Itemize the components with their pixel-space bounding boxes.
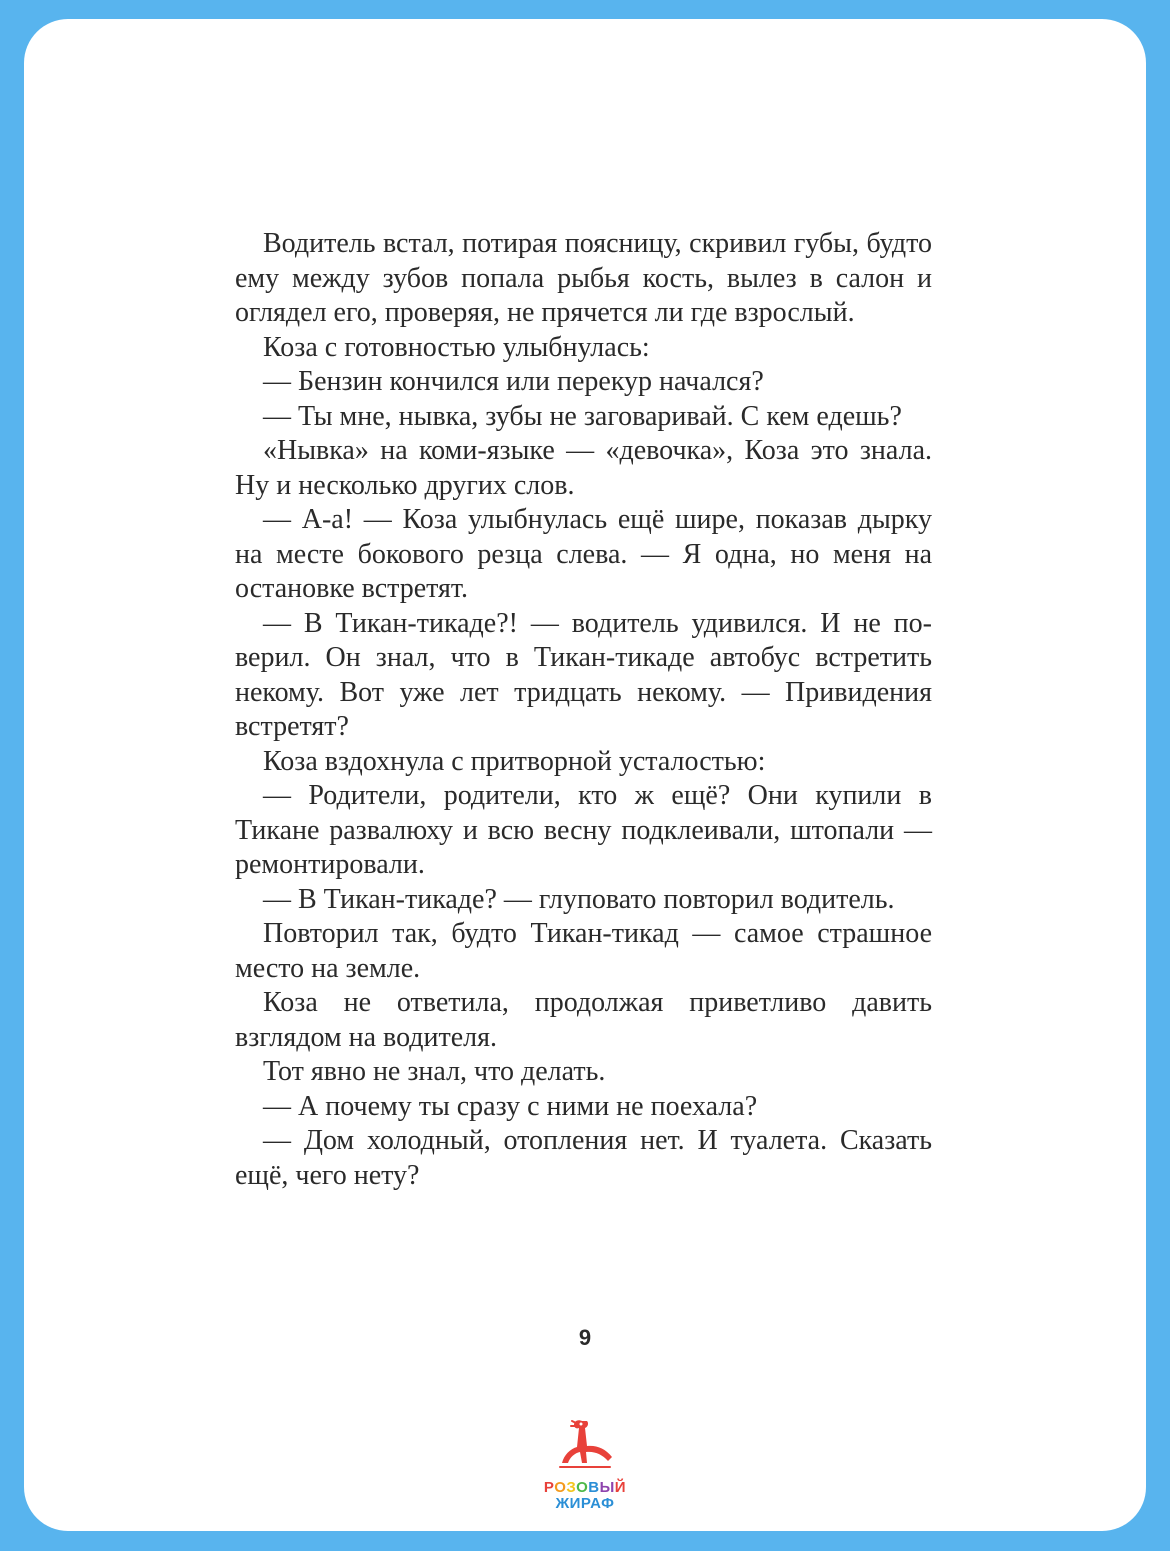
paragraph: Водитель встал, потирая поясницу, скривил губы, будто ему между зубов попала рыбья кость, вылез в салон и оглядел его, проверяя, не прячется ли где взрослый. <box>235 228 932 328</box>
body-text <box>235 227 932 1193</box>
paragraph: — Дом холодный, отопления нет. И туалета. Сказать ещё, чего нету? <box>235 1125 932 1191</box>
paragraph: — А почему ты сразу с ними не поехала? <box>263 1090 758 1122</box>
logo-title-line2: ЖИРАФ <box>555 1495 615 1512</box>
giraffe-icon <box>552 1417 618 1475</box>
paragraph: Коза вздохнула с притворной усталостью: <box>263 745 766 777</box>
paragraph: — А-а! — Коза улыбнулась ещё шире, показав дырку на месте бокового резца слева. — Я одна, но меня на остановке встретят. <box>235 504 932 604</box>
paragraph: — В Тикан-тикаде?! — водитель удивился. И не поверил. Он знал, что в Тикан-тикаде автобус встретить некому. Вот уже лет тридцать некому. — Привидения встретят? <box>235 607 932 742</box>
page-number: 9 <box>578 1325 592 1350</box>
paragraph: — Ты мне, нывка, зубы не заговаривай. С кем едешь? <box>263 400 902 432</box>
paragraph: — Бензин кончился или перекур начался? <box>263 366 764 397</box>
publisher-logo <box>530 1417 640 1517</box>
book-page <box>24 19 1146 1531</box>
paragraph: Коза не ответила, продолжая приветливо давить взглядом на водителя. <box>235 987 932 1053</box>
paragraph: — Родители, родители, кто ж ещё? Они купили в Тикане развалюху и всю весну подклеивали, штопали — ремонтировали. <box>235 780 932 880</box>
paragraph: — В Тикан-тикаде? — глуповато повторил водитель. <box>263 883 895 915</box>
paragraph: Коза с готовностью улыбнулась: <box>263 331 650 363</box>
paragraph: «Нывка» на коми-языке — «девочка», Коза это знала. Ну и несколько других слов. <box>235 435 932 501</box>
paragraph: Повторил так, будто Тикан-тикад — самое страшное место на земле. <box>235 918 932 984</box>
paragraph: Тот явно не знал, что делать. <box>263 1056 606 1087</box>
logo-title-line1: РОЗОВЫЙ <box>543 1479 627 1496</box>
